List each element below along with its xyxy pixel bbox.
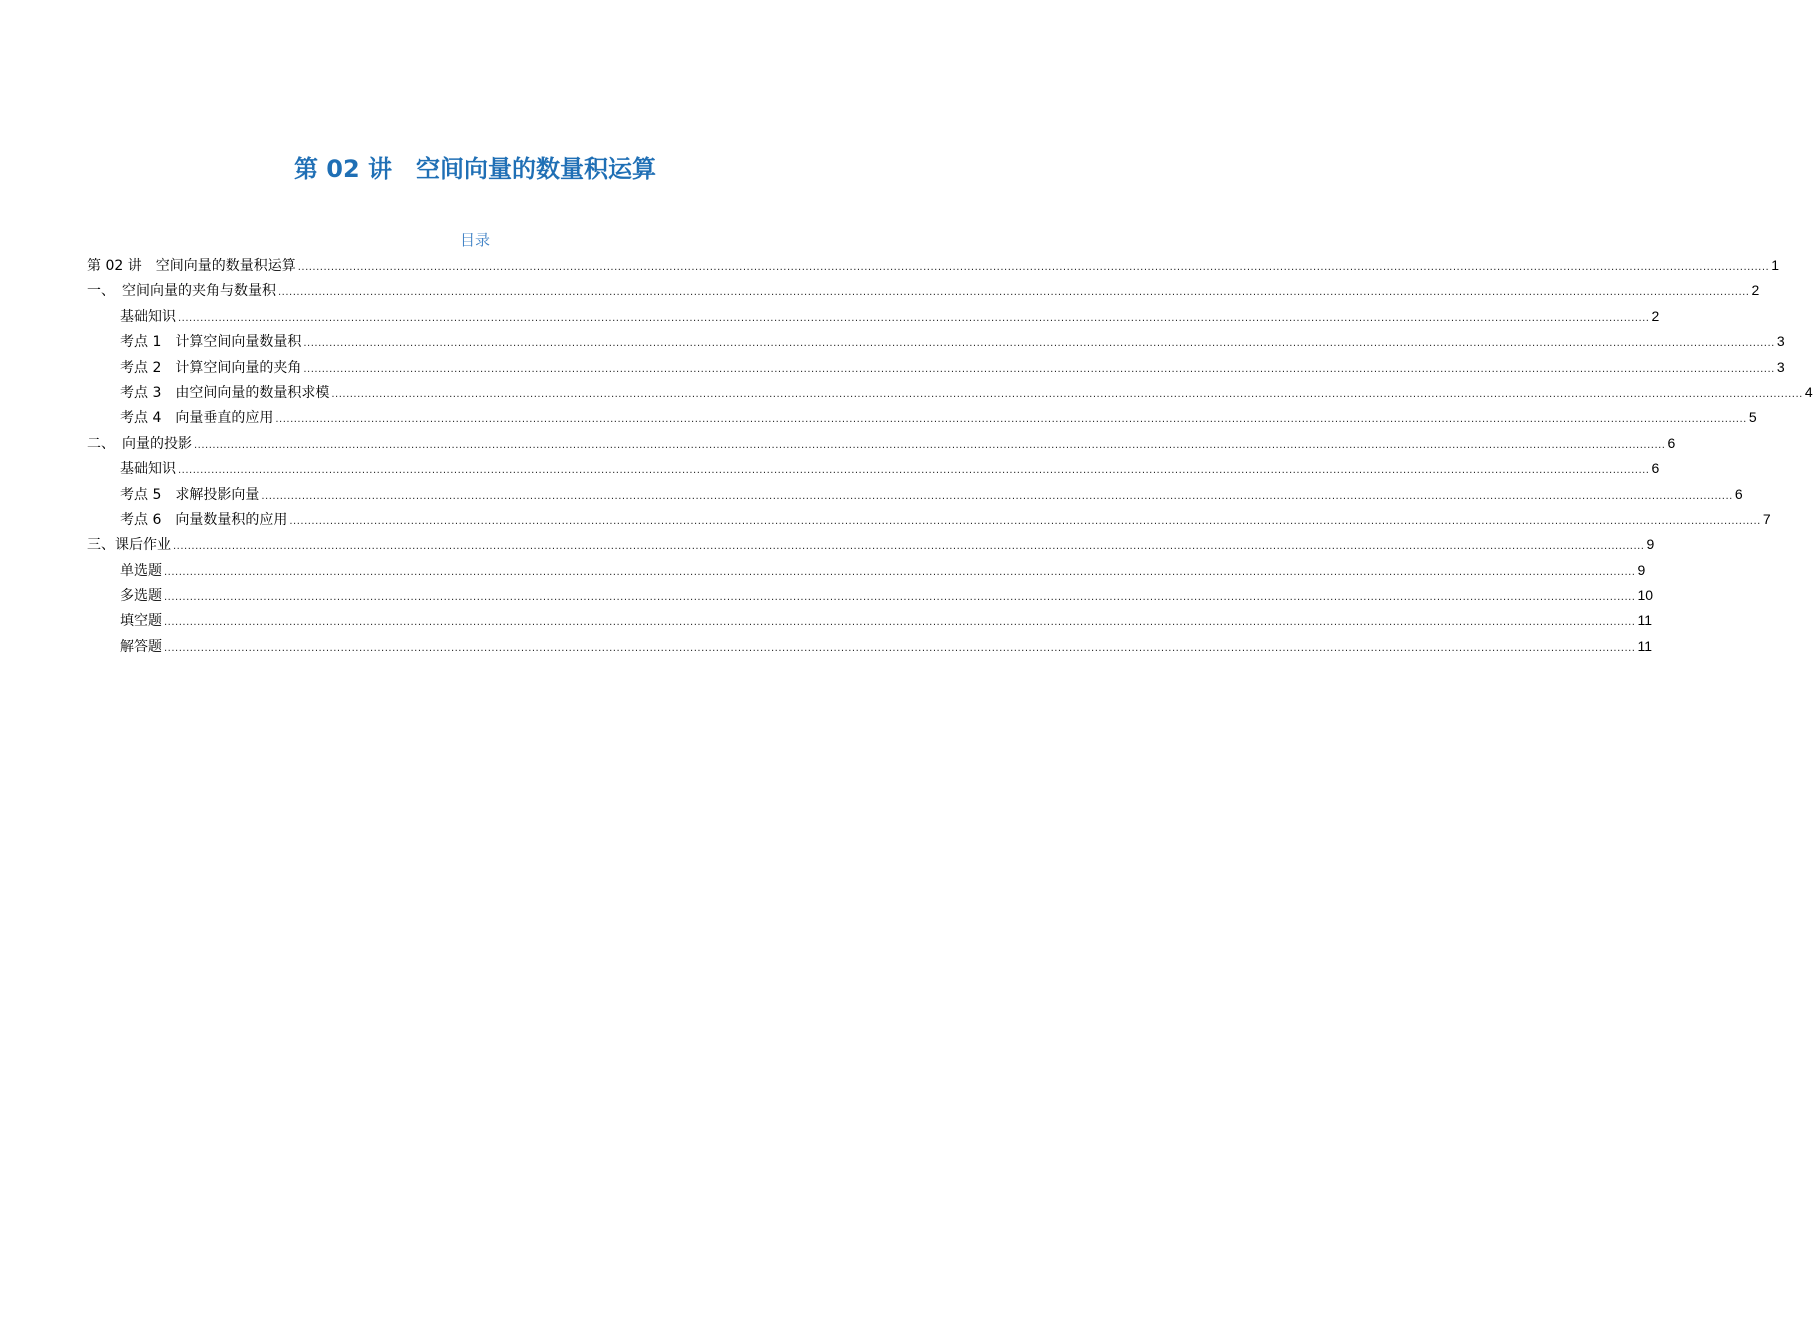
- toc-dot-leader: ................................................................................................................................................................................................................................................................................................................................................................................................................: [164, 566, 1636, 578]
- toc-entry-page-number: 11: [1637, 637, 1653, 654]
- toc-dot-leader: ................................................................................................................................................................................................................................................................................................................................................................................................................: [164, 617, 1636, 629]
- toc-heading: 目录: [459, 231, 490, 249]
- toc-entry-label: 考点 1 计算空间向量数量积: [120, 334, 302, 351]
- toc-entry[interactable]: [87, 253, 1779, 278]
- toc-entry[interactable]: [87, 608, 1653, 633]
- toc-entry-page-number: 3: [1776, 333, 1785, 350]
- toc-entry-label: 基础知识: [120, 461, 176, 478]
- toc-entry-label: 三、课后作业: [87, 537, 171, 554]
- toc-entry-page-number: 5: [1748, 409, 1757, 426]
- toc-entry-label: 二、 向量的投影: [87, 435, 192, 452]
- toc-entry-label: 基础知识: [120, 308, 176, 325]
- toc-entry-page-number: 10: [1637, 587, 1654, 604]
- toc-dot-leader: ................................................................................................................................................................................................................................................................................................................................................................................................................: [278, 287, 1750, 299]
- toc-entry[interactable]: [87, 456, 1660, 481]
- toc-dot-leader: ................................................................................................................................................................................................................................................................................................................................................................................................................: [164, 642, 1636, 654]
- toc-entry[interactable]: [87, 583, 1654, 608]
- toc-entry[interactable]: [87, 507, 1771, 532]
- toc-entry[interactable]: [87, 278, 1760, 303]
- toc-dot-leader: ................................................................................................................................................................................................................................................................................................................................................................................................................: [331, 388, 1803, 400]
- toc-entry[interactable]: [87, 355, 1785, 380]
- toc-entry-label: 填空题: [120, 613, 162, 630]
- toc-dot-leader: ................................................................................................................................................................................................................................................................................................................................................................................................................: [194, 439, 1666, 451]
- toc-dot-leader: ................................................................................................................................................................................................................................................................................................................................................................................................................: [261, 490, 1733, 502]
- toc-entry-label: 解答题: [120, 638, 162, 655]
- toc-entry-label: 考点 5 求解投影向量: [120, 486, 260, 503]
- toc-entry[interactable]: [87, 304, 1660, 329]
- toc-entry-label: 考点 4 向量垂直的应用: [120, 410, 274, 427]
- toc-entry[interactable]: [87, 482, 1743, 507]
- toc-entry[interactable]: [87, 329, 1785, 354]
- toc-entry-label: 多选题: [120, 588, 162, 605]
- toc-entry-label: 单选题: [120, 562, 162, 579]
- toc-dot-leader: ................................................................................................................................................................................................................................................................................................................................................................................................................: [178, 465, 1650, 477]
- toc-entry-page-number: 4: [1804, 383, 1813, 400]
- toc-entry-page-number: 6: [1667, 434, 1676, 451]
- toc-entry-label: 考点 2 计算空间向量的夹角: [120, 359, 302, 376]
- toc-entry-page-number: 3: [1776, 358, 1785, 375]
- toc-entry-page-number: 9: [1637, 561, 1646, 578]
- toc-entry-page-number: 7: [1762, 510, 1771, 527]
- toc-dot-leader: ................................................................................................................................................................................................................................................................................................................................................................................................................: [275, 414, 1747, 426]
- toc-entry-label: 一、 空间向量的夹角与数量积: [87, 283, 276, 300]
- toc-dot-leader: ................................................................................................................................................................................................................................................................................................................................................................................................................: [303, 363, 1775, 375]
- table-of-contents: [87, 253, 1813, 659]
- toc-dot-leader: ................................................................................................................................................................................................................................................................................................................................................................................................................: [178, 312, 1650, 324]
- toc-entry-page-number: 2: [1651, 307, 1660, 324]
- toc-entry[interactable]: [87, 405, 1757, 430]
- toc-entry-page-number: 1: [1771, 257, 1779, 273]
- toc-dot-leader: ................................................................................................................................................................................................................................................................................................................................................................................................................: [303, 338, 1775, 350]
- toc-dot-leader: ................................................................................................................................................................................................................................................................................................................................................................................................................: [289, 515, 1761, 527]
- toc-entry[interactable]: [87, 532, 1655, 557]
- toc-entry-page-number: 2: [1751, 282, 1760, 299]
- toc-entry-page-number: 6: [1734, 485, 1743, 502]
- toc-dot-leader: ................................................................................................................................................................................................................................................................................................................................................................................................................: [173, 541, 1645, 553]
- toc-dot-leader: ................................................................................................................................................................................................................................................................................................................................................................................................................: [164, 592, 1636, 604]
- document-title: 第 02 讲 空间向量的数量积运算: [293, 155, 657, 183]
- toc-entry[interactable]: [87, 380, 1813, 405]
- toc-entry[interactable]: [87, 634, 1653, 659]
- toc-entry-page-number: 6: [1651, 460, 1660, 477]
- toc-entry-page-number: 11: [1637, 612, 1653, 629]
- toc-entry-page-number: 9: [1646, 536, 1655, 553]
- toc-entry[interactable]: [87, 431, 1676, 456]
- toc-entry-label: 考点 3 由空间向量的数量积求模: [120, 384, 330, 401]
- toc-entry[interactable]: [87, 558, 1646, 583]
- toc-dot-leader: ................................................................................................................................................................................................................................................................................................................................................................................................................: [297, 262, 1770, 273]
- toc-entry-label: 考点 6 向量数量积的应用: [120, 511, 288, 528]
- toc-entry-label: 第 02 讲 空间向量的数量积运算: [87, 258, 296, 274]
